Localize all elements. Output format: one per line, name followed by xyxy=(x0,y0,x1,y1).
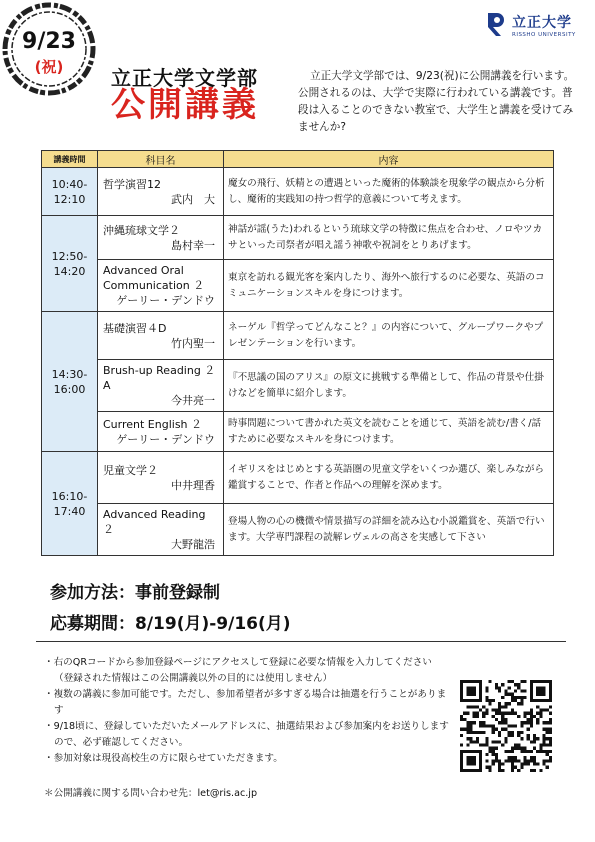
subject-name: Advanced Reading ２ xyxy=(103,508,206,536)
header-subject: 科目名 xyxy=(98,151,224,168)
subject-name: 基礎演習４D xyxy=(103,321,167,335)
application-period: 応募期間：8/19(月)-9/16(月) xyxy=(50,614,291,634)
logo-name-en: RISSHO UNIVERSITY xyxy=(512,32,576,38)
contact-info: ＊公開講義に関する問い合わせ先：let@ris.ac.jp xyxy=(44,788,258,799)
subject-name: Brush-up Reading ２A xyxy=(103,364,216,392)
content-cell: イギリスをはじめとする英語圏の児童文学をいくつか選び、楽しみながら鑑賞することで、作者と作品への理解を深めます。 xyxy=(224,452,554,504)
teacher-name: 今井亮一 xyxy=(171,394,215,407)
subject-cell xyxy=(98,260,224,312)
content-cell: ネーゲル『哲学ってどんなこと？』の内容について、グループワークやプレゼンテーションを行います。 xyxy=(224,312,554,360)
table-header-row xyxy=(42,151,554,168)
note-item: ・複数の講義に参加可能です。ただし、参加希望者が多すぎる場合は抽選を行うことがあります xyxy=(44,689,447,716)
lecture-time: 12:50- 14:20 xyxy=(42,216,98,312)
content-cell: 登場人物の心の機微や情景描写の詳細を読み込む小説鑑賞を、英語で行います。大学専門課程の読解レヴェルの高さを実感して下さい xyxy=(224,504,554,556)
content-cell: 東京を訪れる観光客を案内したり、海外へ旅行するのに必要な、英語のコミュニケーションスキルを身につけます。 xyxy=(224,260,554,312)
teacher-name: 中井理香 xyxy=(171,478,215,492)
stamp-holiday: (祝) xyxy=(34,58,64,76)
content-cell: 神話が謡(うた)われるという琉球文学の特徴に焦点を合わせ、ノロやツカサといった司祭者が唱え謡う神歌や祝詞をとりあげます。 xyxy=(224,216,554,260)
application-method: 参加方法：事前登録制 xyxy=(50,583,220,603)
subject-cell xyxy=(98,452,224,504)
lecture-time: 16:10- 17:40 xyxy=(42,452,98,556)
university-emblem-icon xyxy=(485,10,509,38)
subject-cell xyxy=(98,360,224,412)
subject-name: 沖縄琉球文学２ xyxy=(103,223,180,237)
date-stamp xyxy=(2,2,96,96)
subject-cell xyxy=(98,216,224,260)
subject-cell xyxy=(98,504,224,556)
table-row xyxy=(42,360,554,412)
subject-name: 児童文学２ xyxy=(103,463,158,477)
stamp-date: 9/23 xyxy=(22,29,76,54)
header-time: 講義時間 xyxy=(42,151,98,168)
note-item: ・右のQRコードから参加登録ページにアクセスして登録に必要な情報を入力してください（登録された情報はこの公開講義以外の目的には使用しません） xyxy=(44,657,432,684)
faculty-title: 立正大学文学部 xyxy=(111,66,258,90)
table-row xyxy=(42,216,554,260)
registration-qr-code[interactable] xyxy=(460,680,552,772)
table-row xyxy=(42,412,554,452)
lecture-time: 14:30- 16:00 xyxy=(42,312,98,452)
university-logo xyxy=(485,8,585,42)
table-row xyxy=(42,260,554,312)
content-cell: 『不思議の国のアリス』の原文に挑戦する準備として、作品の背景や仕掛けなどを簡単に紹介します。 xyxy=(224,360,554,412)
subject-cell xyxy=(98,168,224,216)
content-cell: 魔女の飛行、妖精との遭遇といった魔術的体験談を現象学の観点から分析し、魔術的実践知の持つ哲学的意義について考えます。 xyxy=(224,168,554,216)
subject-name: Current English ２ xyxy=(103,417,203,431)
lecture-title: 公開講義 xyxy=(111,85,259,125)
teacher-name: 竹内聖一 xyxy=(171,336,215,350)
teacher-name: 武内 大 xyxy=(171,192,215,206)
logo-name-jp: 立正大学 xyxy=(512,15,572,31)
divider xyxy=(36,641,566,642)
table-row xyxy=(42,452,554,504)
notes-list xyxy=(44,655,449,767)
subject-name: Advanced Oral Communication ２ xyxy=(103,264,205,292)
note-item: ・参加対象は現役高校生の方に限らせていただきます。 xyxy=(44,753,283,764)
note-item: ・9/18頃に、登録していただいたメールアドレスに、抽選結果および参加案内をお送りしますので、必ず確認してください。 xyxy=(44,721,449,748)
teacher-name: ゲーリー・デンドウ xyxy=(116,432,215,446)
teacher-name: ゲーリー・デンドウ xyxy=(116,294,215,307)
subject-cell xyxy=(98,312,224,360)
table-row xyxy=(42,168,554,216)
teacher-name: 大野龍浩 xyxy=(171,538,215,551)
intro-text: 立正大学文学部では、9/23(祝)に公開講義を行います。公開されるのは、大学で実際に行われている講義です。普段は入ることのできない教室で、大学生と講義を受けてみませんか? xyxy=(298,70,575,133)
header-content: 内容 xyxy=(224,151,554,168)
schedule-table xyxy=(41,150,554,556)
subject-cell xyxy=(98,412,224,452)
table-row xyxy=(42,312,554,360)
lecture-time: 10:40- 12:10 xyxy=(42,168,98,216)
teacher-name: 島村幸一 xyxy=(171,238,215,252)
content-cell: 時事問題について書かれた英文を読むことを通じて、英語を読む/書く/話すために必要なスキルを身につけます。 xyxy=(224,412,554,452)
subject-name: 哲学演習12 xyxy=(103,177,161,191)
table-row xyxy=(42,504,554,556)
